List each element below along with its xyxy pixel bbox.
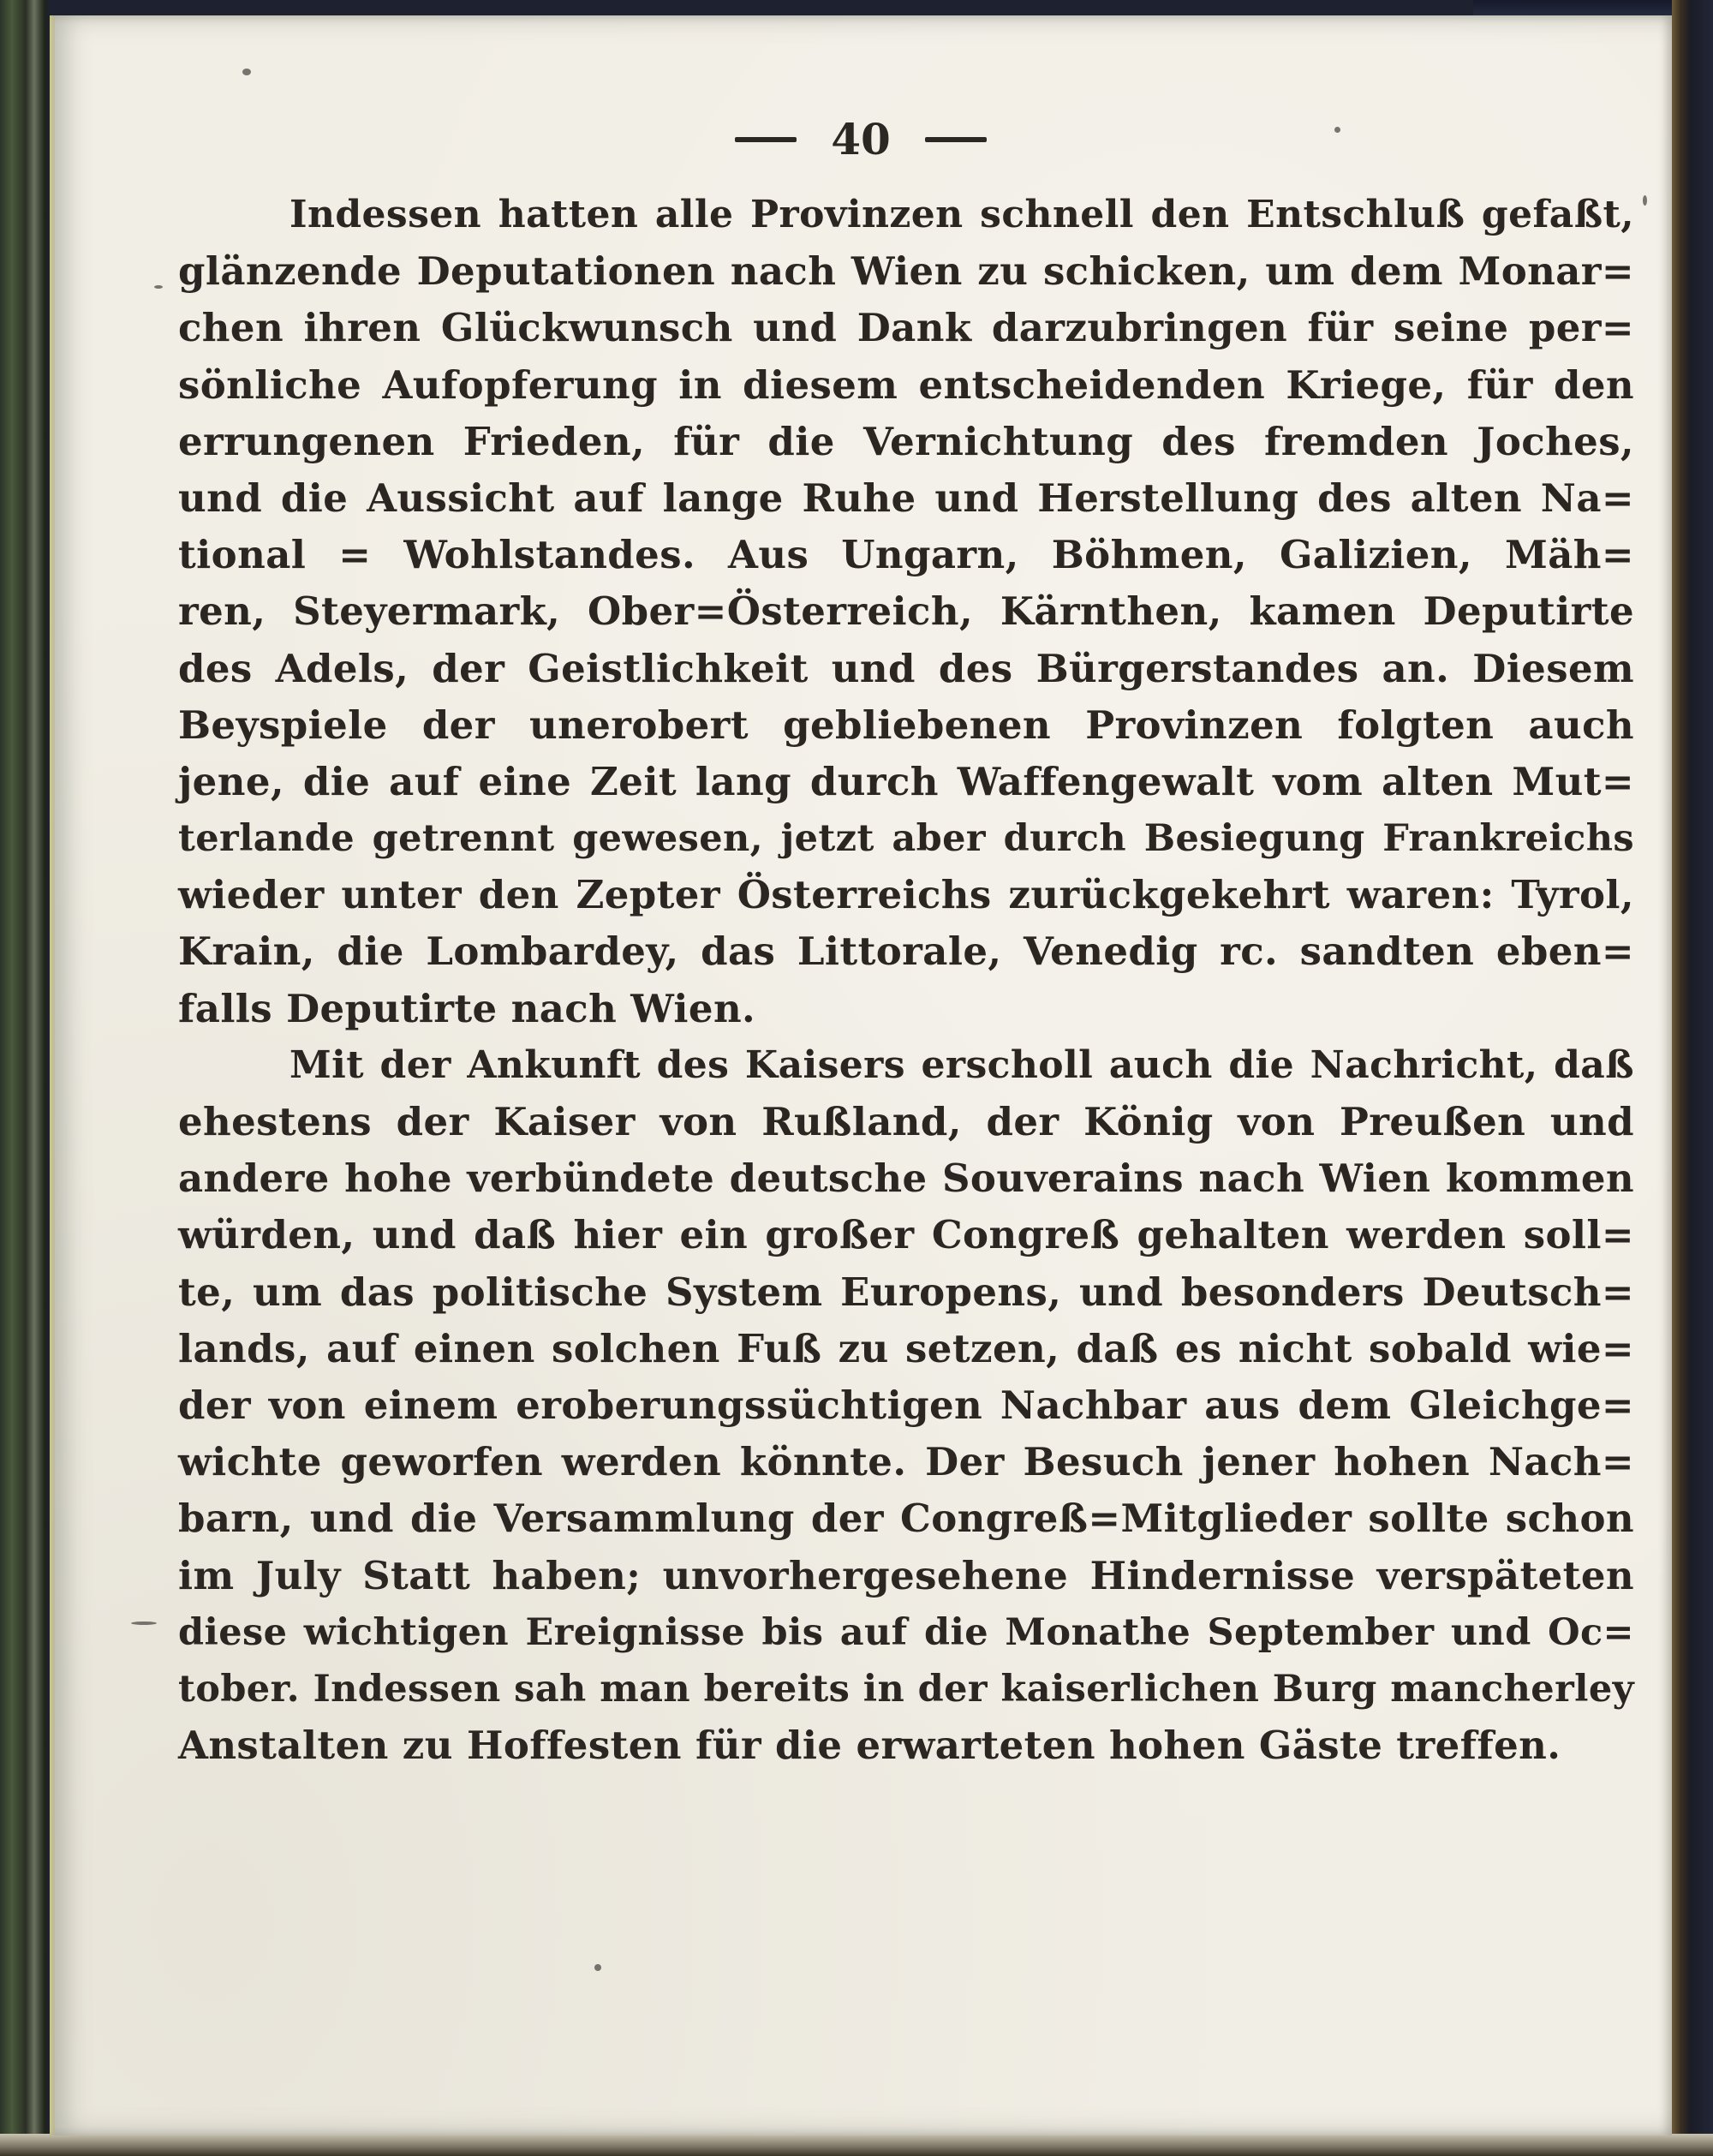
text-line: wieder unter den Zepter Österreichs zurückgekehrt waren: Tyrol, (178, 872, 1634, 918)
text-line: tional = Wohlstandes. Aus Ungarn, Böhmen, Galizien, Mäh= (178, 532, 1634, 578)
text-line: ren, Steyermark, Ober=Österreich, Kärnthen, kamen Deputirte (178, 588, 1634, 635)
page-bottom-edge (0, 2134, 1713, 2156)
text-line: barn, und die Versammlung der Congreß=Mitglieder sollte schon (178, 1496, 1634, 1542)
text-line: glänzende Deputationen nach Wien zu schicken, um dem Monar= (178, 248, 1634, 295)
ink-speck (1643, 195, 1647, 206)
text-line: terlande getrennt gewesen, jetzt aber durch Besiegung Frankreichs (178, 817, 1634, 861)
text-line: des Adels, der Geistlichkeit und des Bürgerstandes an. Diesem (178, 645, 1634, 691)
text-line: würden, und daß hier ein großer Congreß gehalten werden soll= (178, 1212, 1634, 1258)
paper-page (50, 15, 1672, 2135)
text-line: jene, die auf eine Zeit lang durch Waffengewalt vom alten Mut= (178, 758, 1634, 804)
text-line: wichte geworfen werden könnte. Der Besuch jener hohen Nach= (178, 1439, 1634, 1485)
text-line: der von einem eroberungssüchtigen Nachbar aus dem Gleichge= (178, 1382, 1634, 1428)
page-number: 40 (831, 114, 891, 164)
ink-speck (131, 1621, 157, 1625)
text-line: Mit der Ankunft des Kaisers erscholl auch die Nachricht, daß (289, 1042, 1634, 1087)
gutter-edge (50, 15, 55, 2135)
text-line: chen ihren Glückwunsch und Dank darzubringen für seine per= (178, 305, 1634, 351)
ink-speck (154, 285, 163, 289)
ink-speck (594, 1964, 601, 1971)
text-line: te, um das politische System Europens, und besonders Deutsch= (178, 1269, 1634, 1315)
text-line: lands, auf einen solchen Fuß zu setzen, daß es nicht sobald wie= (178, 1325, 1634, 1371)
text-line: Anstalten zu Hoffesten für die erwarteten hohen Gäste treffen. (178, 1723, 1561, 1769)
text-line: ehestens der Kaiser von Rußland, der König von Preußen und (178, 1099, 1634, 1144)
text-line: errungenen Frieden, für die Vernichtung des fremden Joches, (178, 418, 1634, 464)
text-line: im July Statt haben; unvorhergesehene Hindernisse verspäteten (178, 1552, 1634, 1598)
text-line: falls Deputirte nach Wien. (178, 985, 756, 1031)
text-line: und die Aussicht auf lange Ruhe und Herstellung des alten Na= (178, 475, 1634, 521)
text-line: andere hohe verbündete deutsche Souverains nach Wien kommen (178, 1156, 1634, 1202)
text-line: Indessen hatten alle Provinzen schnell den Entschluß gefaßt, (289, 193, 1634, 236)
ink-speck (242, 69, 251, 75)
text-line: diese wichtigen Ereignisse bis auf die Monathe September und Oc= (178, 1610, 1634, 1654)
header-dash-left (735, 137, 797, 142)
page-header (50, 110, 1672, 170)
page-fore-edge (1672, 0, 1713, 2156)
text-line: Beyspiele der unerobert gebliebenen Provinzen folgten auch (178, 702, 1634, 748)
header-dash-right (925, 137, 987, 142)
body-text (178, 187, 1634, 1774)
text-line: sönliche Aufopferung in diesem entscheidenden Kriege, für den (178, 361, 1634, 408)
text-line: tober. Indessen sah man bereits in der kaiserlichen Burg mancherley (178, 1667, 1634, 1711)
text-line: Krain, die Lombardey, das Littorale, Venedig rc. sandten eben= (178, 929, 1634, 975)
